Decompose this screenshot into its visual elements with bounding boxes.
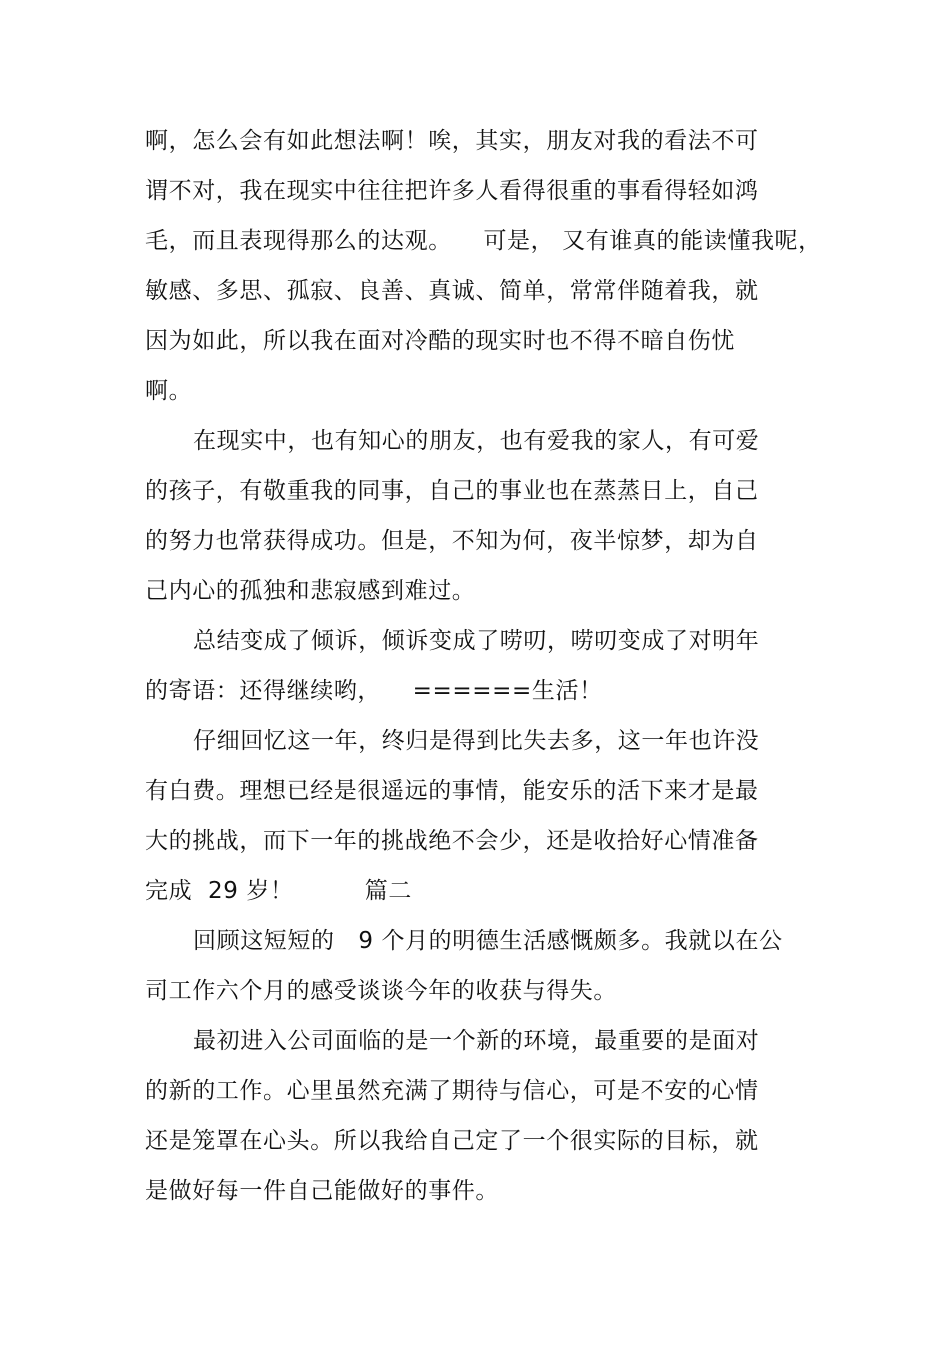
- text-line: 敏感、多思、孤寂、良善、真诚、简单，常常伴随着我，就: [145, 278, 759, 304]
- text-line: 的努力也常获得成功。但是，不知为何，夜半惊梦，却为自: [145, 528, 759, 554]
- text-line: 的寄语：还得继续哟， ======生活！: [145, 678, 603, 704]
- text-line: 因为如此，所以我在面对冷酷的现实时也不得不暗自伤忧: [145, 328, 735, 354]
- paragraph-first-line: 总结变成了倾诉，倾诉变成了唠叨，唠叨变成了对明年: [193, 628, 760, 654]
- paragraph-first-line: 在现实中，也有知心的朋友，也有爱我的家人，有可爱: [193, 428, 760, 454]
- text-line: 啊。: [145, 378, 193, 404]
- text-line: 啊，怎么会有如此想法啊！唉，其实，朋友对我的看法不可: [145, 128, 759, 154]
- paragraph-first-line: 回顾这短短的 9 个月的明德生活感慨颇多。我就以在公: [193, 928, 783, 954]
- text-line: 己内心的孤独和悲寂感到难过。: [145, 578, 476, 604]
- text-line: 的新的工作。心里虽然充满了期待与信心，可是不安的心情: [145, 1078, 759, 1104]
- text-line: 的孩子，有敬重我的同事，自己的事业也在蒸蒸日上，自己: [145, 478, 759, 504]
- text-line: 完成 29 岁！ 篇二: [145, 878, 412, 904]
- text-line: 司工作六个月的感受谈谈今年的收获与得失。: [145, 978, 617, 1004]
- text-line: 有白费。理想已经是很遥远的事情，能安乐的活下来才是最: [145, 778, 759, 804]
- text-line: 大的挑战，而下一年的挑战绝不会少，还是收拾好心情准备: [145, 828, 759, 854]
- text-line: 谓不对，我在现实中往往把许多人看得很重的事看得轻如鸿: [145, 178, 759, 204]
- text-line: 毛，而且表现得那么的达观。 可是， 又有谁真的能读懂我呢，: [145, 228, 822, 254]
- text-line: 还是笼罩在心头。所以我给自己定了一个很实际的目标，就: [145, 1128, 759, 1154]
- text-line: 是做好每一件自己能做好的事件。: [145, 1178, 499, 1204]
- paragraph-first-line: 仔细回忆这一年，终归是得到比失去多，这一年也许没: [193, 728, 760, 754]
- paragraph-first-line: 最初进入公司面临的是一个新的环境，最重要的是面对: [193, 1028, 760, 1054]
